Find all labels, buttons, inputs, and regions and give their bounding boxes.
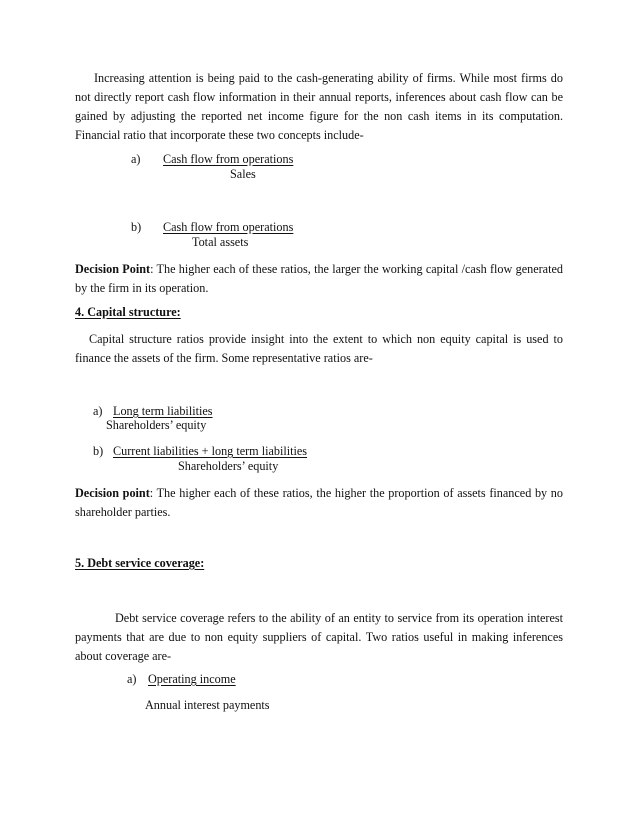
ratio-denominator: Shareholders’ equity <box>106 418 207 432</box>
ratio-numerator: Current liabilities + long term liabilities <box>113 444 308 458</box>
decision-point-label: Decision point <box>75 486 150 500</box>
ratio-numerator: Cash flow from operations <box>163 220 294 234</box>
ratio-numerator: Operating income <box>148 672 236 686</box>
decision-point-paragraph <box>75 260 563 298</box>
decision-point-label: Decision Point <box>75 262 151 276</box>
ratio-marker: a) <box>127 672 137 686</box>
intro-paragraph: Increasing attention is being paid to the cash-generating ability of firms. While most firms do not directly report cash flow information in their annual reports, inferences about cash flow can be gained by adjusting the reported net income figure for the non cash items in its computation. Financial ratio that incorporate these two concepts include- <box>75 71 563 142</box>
ratio-marker: b) <box>93 444 104 458</box>
ratio-denominator: Shareholders’ equity <box>178 459 279 473</box>
ratio-denominator: Sales <box>230 167 256 181</box>
ratio-denominator: Annual interest payments <box>145 698 270 712</box>
ratio-marker: a) <box>131 152 141 166</box>
capital-structure-paragraph: Capital structure ratios provide insight into the extent to which non equity capital is used to finance the assets of the firm. Some representative ratios are- <box>75 332 563 365</box>
decision-point-text: : The higher each of these ratios, the higher the proportion of assets financed by no shareholder parties. <box>75 486 563 519</box>
ratio-numerator: Long term liabilities <box>113 404 213 418</box>
section-heading: 4. Capital structure: <box>75 305 181 319</box>
debt-service-paragraph: Debt service coverage refers to the ability of an entity to service from its operation interest payments that are due to non equity suppliers of capital. Two ratios useful in making inferences about coverage are- <box>75 611 563 663</box>
ratio-denominator: Total assets <box>192 235 249 249</box>
ratio-marker: a) <box>93 404 103 418</box>
section-heading: 5. Debt service coverage: <box>75 556 205 570</box>
ratio-marker: b) <box>131 220 142 234</box>
ratio-numerator: Cash flow from operations <box>163 152 294 166</box>
decision-point-text: : The higher each of these ratios, the larger the working capital /cash flow generated by the firm in its operation. <box>75 262 563 295</box>
decision-point-paragraph <box>75 484 563 522</box>
